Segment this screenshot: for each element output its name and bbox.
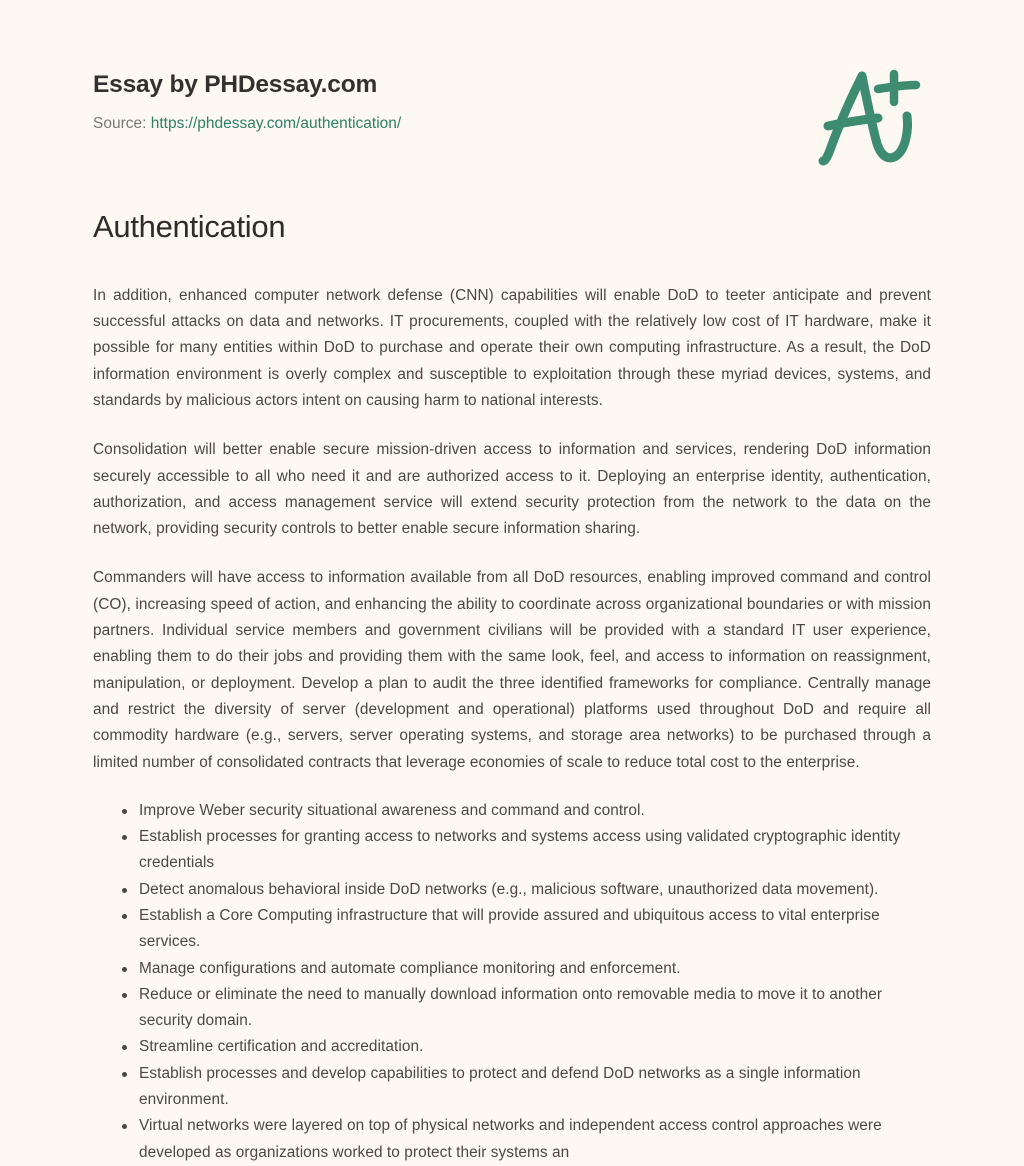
phdessay-logo[interactable] <box>806 66 930 170</box>
a-plus-logo-icon <box>806 66 930 170</box>
list-item: Virtual networks were layered on top of physical networks and independent access control approaches were developed as organizations worked to protect their systems an <box>93 1113 931 1166</box>
paragraph: In addition, enhanced computer network defense (CNN) capabilities will enable DoD to teeter anticipate and prevent successful attacks on data and networks. IT procurements, coupled with the relatively low cost of IT hardware, make it possible for many entities within DoD to purchase and operate their own computing infrastructure. As a result, the DoD information environment is overly complex and susceptible to exploitation through these myriad devices, systems, and standards by malicious actors intent on causing harm to national interests. <box>93 286 931 409</box>
site-header <box>0 0 1024 190</box>
brand-title: Essay by PHDessay.com <box>93 71 378 98</box>
list-item: Manage configurations and automate compliance monitoring and enforcement. <box>93 956 931 982</box>
paragraph: Consolidation will better enable secure mission-driven access to information and services, rendering DoD information securely accessible to all who need it and are authorized access to it. Deploying an enterprise identity, authentication, authorization, and access management service will extend security protection from the network to the data on the network, providing security controls to better enable secure information sharing. <box>93 441 931 538</box>
list-item: Streamline certification and accreditation. <box>93 1034 931 1060</box>
page-title: Authentication <box>93 209 286 244</box>
list-item: Establish a Core Computing infrastructure that will provide assured and ubiquitous access to vital enterprise services. <box>93 903 931 956</box>
article-body <box>93 208 931 1166</box>
list-item: Detect anomalous behavioral inside DoD networks (e.g., malicious software, unauthorized data movement). <box>93 877 931 903</box>
list-item: Reduce or eliminate the need to manually download information onto removable media to move it to another security domain. <box>93 982 931 1035</box>
paragraph: Commanders will have access to information available from all DoD resources, enabling improved command and control (CO), increasing speed of action, and enhancing the ability to coordinate across organizational boundaries or with mission partners. Individual service members and government civilians will be provided with a standard IT user experience, enabling them to do their jobs and providing them with the same look, feel, and access to information on reassignment, manipulation, or deployment. Develop a plan to audit the three identified frameworks for compliance. Centrally manage and restrict the diversity of server (development and operational) platforms used throughout DoD and require all commodity hardware (e.g., servers, server operating systems, and storage area networks) to be purchased through a limited number of consolidated contracts that leverage economies of scale to reduce total cost to the enterprise. <box>93 569 931 771</box>
list-item: Establish processes for granting access to networks and systems access using validated cryptographic identity credentials <box>93 824 931 877</box>
source-line <box>93 115 401 134</box>
list-item: Establish processes and develop capabilities to protect and defend DoD networks as a single information environment. <box>93 1061 931 1114</box>
list-item: Improve Weber security situational awareness and command and control. <box>93 798 931 824</box>
brand-block <box>93 70 401 134</box>
bullet-list <box>93 798 931 1166</box>
source-label: Source: <box>93 115 147 133</box>
source-url-link[interactable]: https://phdessay.com/authentication/ <box>150 115 402 133</box>
